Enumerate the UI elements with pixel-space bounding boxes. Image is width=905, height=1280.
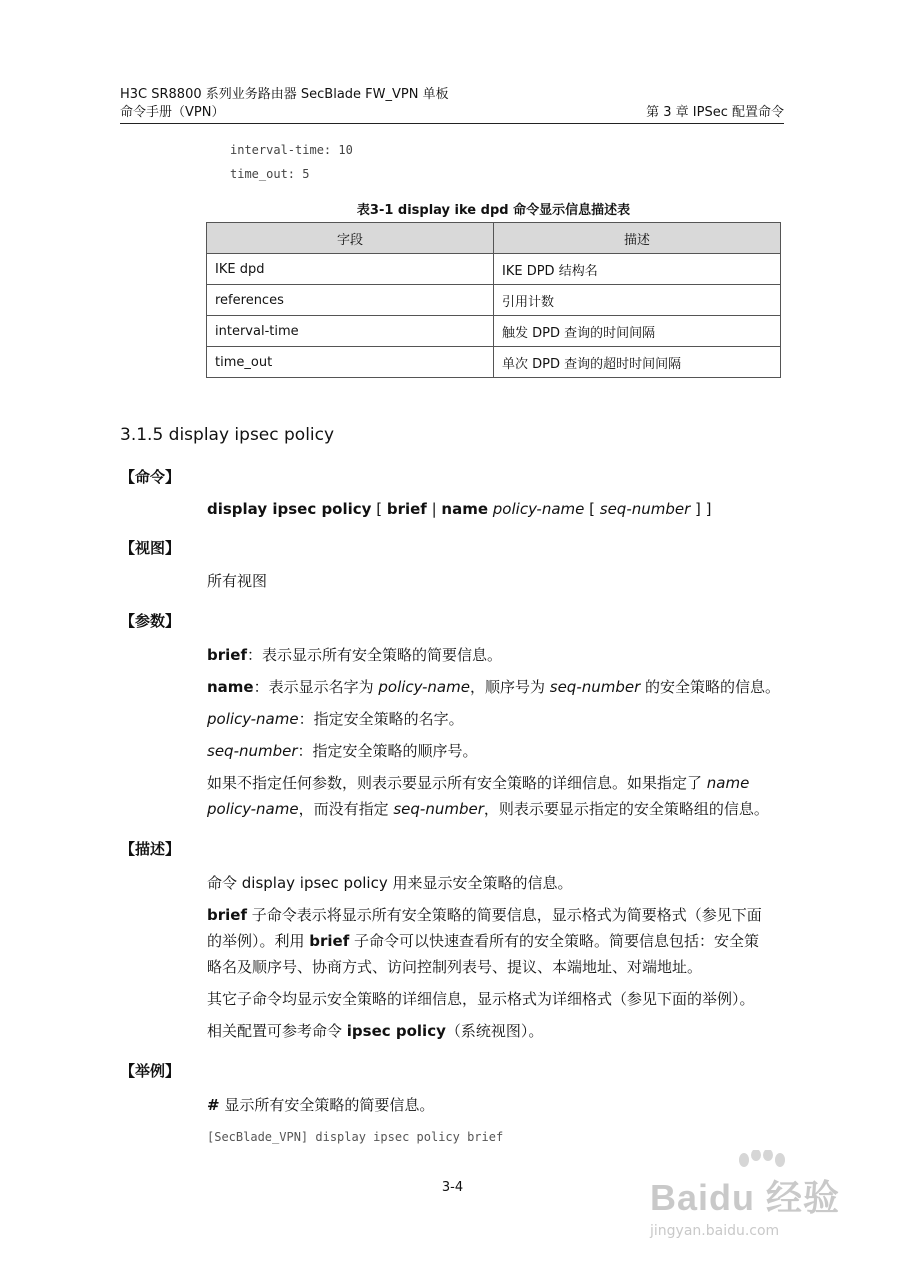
table-header-description: 描述: [494, 223, 781, 254]
syntax-bracket: ] ]: [690, 500, 712, 518]
syntax-keyword: brief: [386, 500, 427, 518]
description-related: [207, 1021, 543, 1041]
watermark-brand: Baidu 经验: [650, 1177, 841, 1218]
description-keyword: brief: [207, 906, 247, 924]
table-row: [207, 347, 781, 378]
table-cell: references: [207, 285, 494, 316]
table-cell: 触发 DPD 查询的时间间隔: [494, 316, 781, 347]
example-hash: #: [207, 1096, 220, 1114]
section-title: 3.1.5 display ipsec policy: [120, 425, 335, 445]
param-text: ：表示显示所有安全策略的简要信息。: [246, 646, 502, 664]
syntax-argument: seq-number: [599, 500, 691, 518]
description-text: 子命令可以快速查看所有的安全策略。简要信息包括：安全策: [349, 932, 760, 950]
table-cell: 引用计数: [494, 285, 781, 316]
param-keyword: name: [207, 678, 254, 696]
baidu-watermark: [650, 1170, 850, 1239]
table-row: [207, 285, 781, 316]
param-keyword: seq-number: [207, 742, 298, 760]
example-code: [SecBlade_VPN] display ipsec policy brief: [207, 1130, 504, 1144]
command-syntax: [207, 499, 712, 519]
description-paragraph: [207, 905, 762, 925]
syntax-separator: |: [426, 500, 442, 518]
param-policy-name: [207, 709, 464, 729]
view-heading: 【视图】: [120, 539, 181, 557]
page-number: 3-4: [441, 1180, 464, 1195]
param-text: 如果不指定任何参数，则表示要显示所有安全策略的详细信息。如果指定了: [207, 774, 707, 792]
description-paragraph-line: [207, 931, 759, 951]
param-seq-number: [207, 741, 478, 761]
description-text: （系统视图）。: [445, 1022, 544, 1040]
description-paragraph: 命令 display ipsec policy 用来显示安全策略的信息。: [207, 874, 573, 892]
description-text: 相关配置可参考命令: [207, 1022, 347, 1040]
paw-icon: [730, 1150, 790, 1180]
description-text: 的举例）。利用: [207, 932, 310, 950]
view-text: 所有视图: [207, 572, 268, 590]
syntax-argument: policy-name: [488, 500, 585, 518]
description-paragraph: 其它子命令均显示安全策略的详细信息，显示格式为详细格式（参见下面的举例）。: [207, 990, 755, 1008]
param-argument: policy-name: [207, 800, 299, 818]
description-paragraph-line: 略名及顺序号、协商方式、访问控制列表号、提议、本端地址、对端地址。: [207, 958, 703, 976]
param-text: ，顺序号为: [469, 678, 550, 696]
param-text: ：表示显示名字为: [253, 678, 379, 696]
table-cell: time_out: [207, 347, 494, 378]
command-heading: 【命令】: [120, 468, 181, 486]
table-cell: IKE DPD 结构名: [494, 254, 781, 285]
field-description-table: [206, 222, 781, 378]
table-row: [207, 254, 781, 285]
example-comment-text: 显示所有安全策略的简要信息。: [219, 1096, 435, 1114]
watermark-url: jingyan.baidu.com: [650, 1223, 780, 1239]
param-keyword: policy-name: [207, 710, 299, 728]
header-manual-name: 命令手册（VPN）: [120, 105, 225, 120]
table-cell: IKE dpd: [207, 254, 494, 285]
table-cell: 单次 DPD 查询的超时时间间隔: [494, 347, 781, 378]
description-keyword: brief: [309, 932, 350, 950]
header-chapter: 第 3 章 IPSec 配置命令: [646, 105, 784, 120]
description-keyword: ipsec policy: [346, 1022, 446, 1040]
table-caption: 表3-1 display ike dpd 命令显示信息描述表: [356, 203, 631, 218]
param-text: ，则表示要显示指定的安全策略组的信息。: [483, 800, 769, 818]
table-cell: interval-time: [207, 316, 494, 347]
param-argument: name: [706, 774, 750, 792]
syntax-keyword: name: [441, 500, 489, 518]
syntax-keyword: display ipsec policy: [207, 500, 372, 518]
param-keyword: brief: [207, 646, 247, 664]
table-header-field: 字段: [207, 223, 494, 254]
header-doc-title: H3C SR8800 系列业务路由器 SecBlade FW_VPN 单板: [120, 87, 449, 102]
param-text: ：指定安全策略的名字。: [298, 710, 464, 728]
param-argument: policy-name: [378, 678, 470, 696]
param-name: [207, 677, 780, 697]
syntax-bracket: [: [371, 500, 387, 518]
param-text: 的安全策略的信息。: [640, 678, 781, 696]
header-divider: [120, 123, 784, 124]
code-line: time_out: 5: [230, 167, 310, 181]
param-text: ：指定安全策略的顺序号。: [297, 742, 478, 760]
params-heading: 【参数】: [120, 612, 181, 630]
param-argument: seq-number: [549, 678, 641, 696]
description-text: 子命令表示将显示所有安全策略的简要信息，显示格式为简要格式（参见下面: [246, 906, 762, 924]
code-line: interval-time: 10: [230, 143, 353, 157]
param-brief: [207, 645, 502, 665]
syntax-bracket: [: [584, 500, 600, 518]
description-heading: 【描述】: [120, 840, 181, 858]
example-heading: 【举例】: [120, 1062, 181, 1080]
param-text: ，而没有指定: [298, 800, 394, 818]
table-header-row: [207, 223, 781, 254]
param-note-line1: [207, 773, 785, 793]
table-row: [207, 316, 781, 347]
param-note-line2: [207, 799, 769, 819]
param-argument: seq-number: [393, 800, 484, 818]
example-comment: [207, 1095, 434, 1115]
